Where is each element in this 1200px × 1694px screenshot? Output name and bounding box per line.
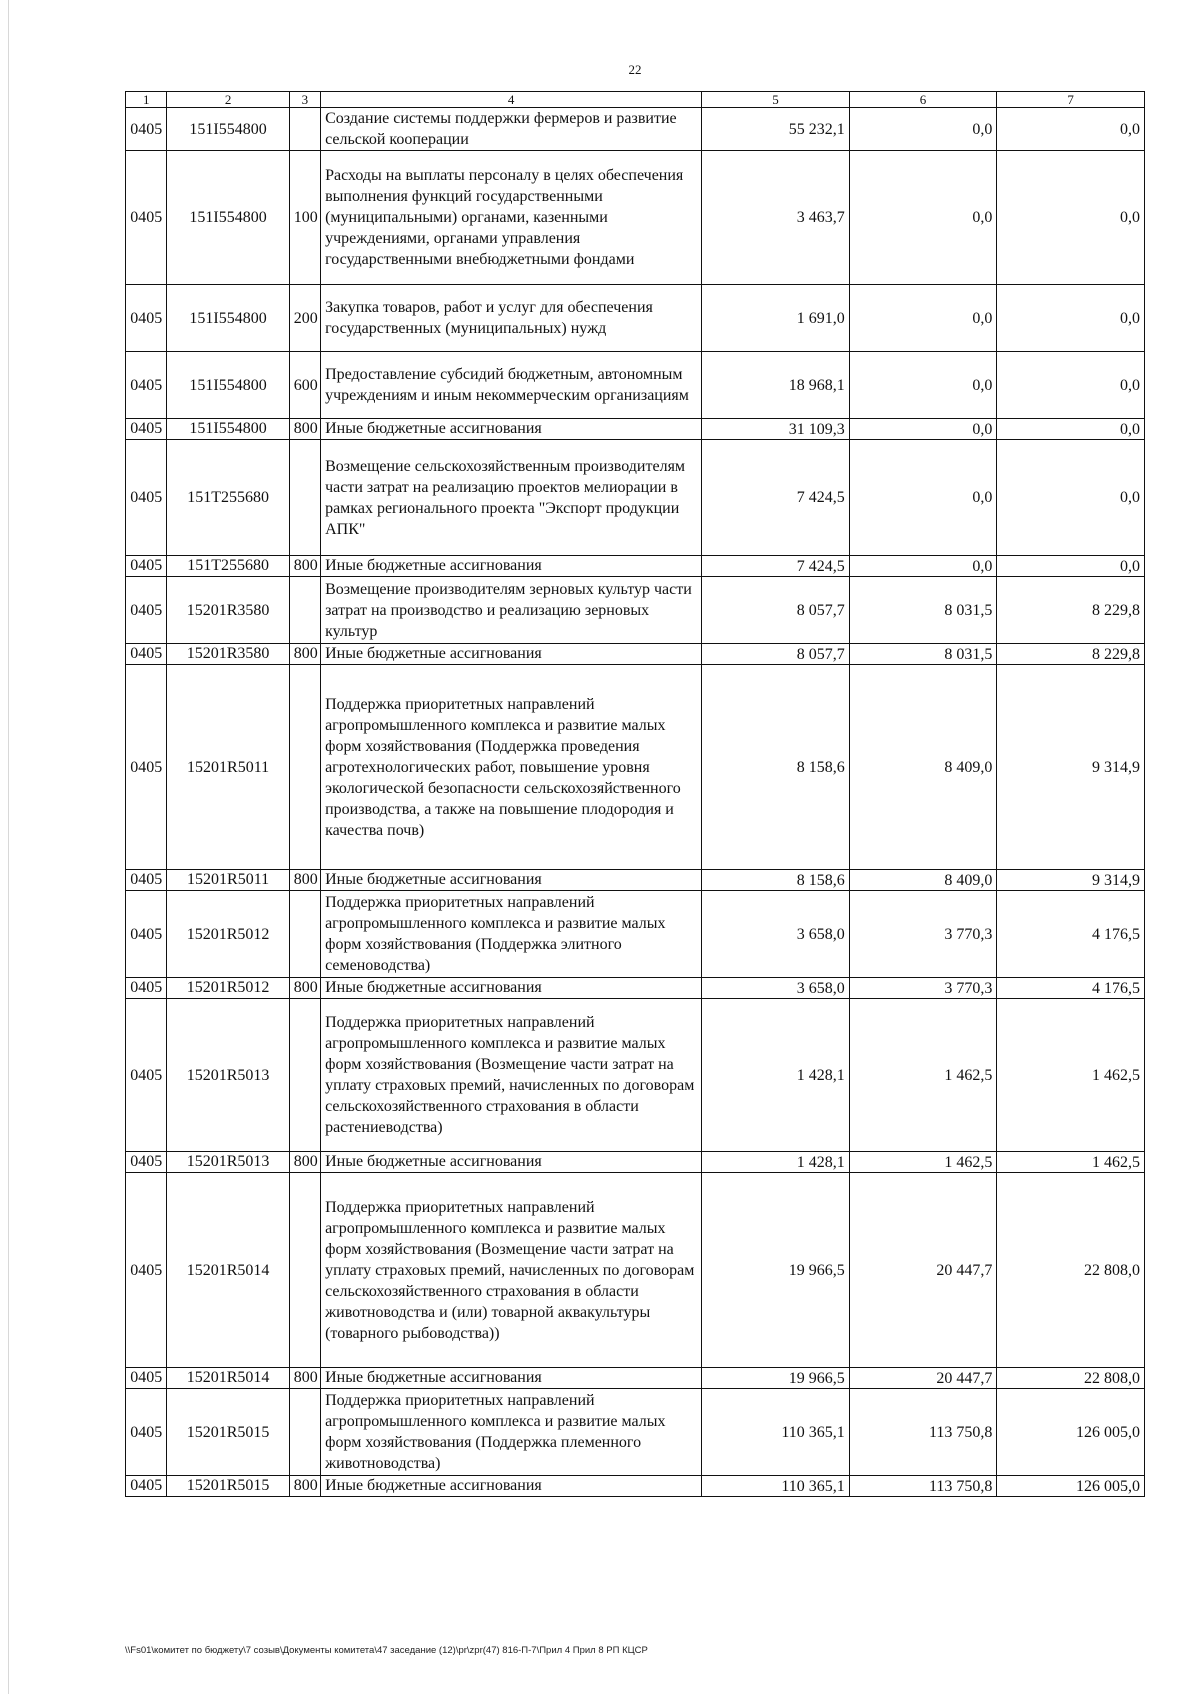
expense-name: Иные бюджетные ассигнования	[321, 870, 702, 891]
target-article-code: 15201R5011	[167, 870, 289, 891]
amount-col-7: 22 808,0	[997, 1368, 1145, 1389]
amount-col-7: 0,0	[997, 352, 1145, 419]
expense-type-code: 800	[289, 1152, 320, 1173]
expense-type-code: 100	[289, 151, 320, 285]
amount-col-6: 1 462,5	[849, 1152, 997, 1173]
section-code: 0405	[126, 891, 167, 978]
expense-type-code: 200	[289, 285, 320, 352]
amount-col-5: 110 365,1	[702, 1476, 850, 1497]
table-row	[126, 978, 1145, 999]
amount-col-6: 0,0	[849, 151, 997, 285]
section-code: 0405	[126, 665, 167, 870]
column-header: 7	[997, 92, 1145, 108]
column-header: 1	[126, 92, 167, 108]
amount-col-7: 1 462,5	[997, 1152, 1145, 1173]
amount-col-6: 8 409,0	[849, 870, 997, 891]
amount-col-7: 1 462,5	[997, 999, 1145, 1152]
table-row	[126, 556, 1145, 577]
amount-col-6: 0,0	[849, 440, 997, 556]
column-header: 2	[167, 92, 289, 108]
amount-col-6: 8 031,5	[849, 644, 997, 665]
amount-col-7: 0,0	[997, 285, 1145, 352]
expense-type-code: 800	[289, 556, 320, 577]
expense-name: Поддержка приоритетных направлений агропромышленного комплекса и развитие малых форм хозяйствования (Поддержка элитного семеноводства)	[321, 891, 702, 978]
section-code: 0405	[126, 440, 167, 556]
amount-col-5: 19 966,5	[702, 1368, 850, 1389]
amount-col-7: 9 314,9	[997, 665, 1145, 870]
amount-col-5: 1 691,0	[702, 285, 850, 352]
table-row	[126, 285, 1145, 352]
amount-col-5: 7 424,5	[702, 556, 850, 577]
amount-col-5: 18 968,1	[702, 352, 850, 419]
expense-name: Поддержка приоритетных направлений агропромышленного комплекса и развитие малых форм хозяйствования (Поддержка проведения агротехнологических работ, повышение уровня экологической безопасности сельскохозяйственного производства, а также на повышение плодородия и качества почв)	[321, 665, 702, 870]
amount-col-6: 20 447,7	[849, 1368, 997, 1389]
amount-col-6: 8 031,5	[849, 577, 997, 644]
column-number-row	[126, 92, 1145, 108]
target-article-code: 151I554800	[167, 108, 289, 151]
expense-type-code	[289, 1173, 320, 1368]
section-code: 0405	[126, 870, 167, 891]
amount-col-6: 113 750,8	[849, 1389, 997, 1476]
expense-name: Закупка товаров, работ и услуг для обеспечения государственных (муниципальных) нужд	[321, 285, 702, 352]
table-row	[126, 665, 1145, 870]
amount-col-5: 110 365,1	[702, 1389, 850, 1476]
target-article-code: 151T255680	[167, 440, 289, 556]
amount-col-5: 19 966,5	[702, 1173, 850, 1368]
amount-col-6: 0,0	[849, 556, 997, 577]
amount-col-7: 126 005,0	[997, 1476, 1145, 1497]
expense-name: Поддержка приоритетных направлений агропромышленного комплекса и развитие малых форм хозяйствования (Поддержка племенного животноводства)	[321, 1389, 702, 1476]
amount-col-5: 3 658,0	[702, 978, 850, 999]
section-code: 0405	[126, 285, 167, 352]
expense-type-code: 800	[289, 419, 320, 440]
expense-type-code: 800	[289, 870, 320, 891]
amount-col-7: 8 229,8	[997, 644, 1145, 665]
expense-type-code	[289, 440, 320, 556]
amount-col-6: 8 409,0	[849, 665, 997, 870]
budget-table	[125, 91, 1145, 1497]
expense-name: Иные бюджетные ассигнования	[321, 644, 702, 665]
section-code: 0405	[126, 1152, 167, 1173]
amount-col-7: 0,0	[997, 151, 1145, 285]
expense-type-code	[289, 1389, 320, 1476]
column-header: 3	[289, 92, 320, 108]
amount-col-7: 4 176,5	[997, 891, 1145, 978]
column-header: 5	[702, 92, 850, 108]
target-article-code: 15201R3580	[167, 577, 289, 644]
amount-col-5: 8 158,6	[702, 665, 850, 870]
amount-col-5: 1 428,1	[702, 999, 850, 1152]
expense-name: Иные бюджетные ассигнования	[321, 419, 702, 440]
table-row	[126, 1368, 1145, 1389]
expense-name: Поддержка приоритетных направлений агропромышленного комплекса и развитие малых форм хозяйствования (Возмещение части затрат на уплату страховых премий, начисленных по договорам сельскохозяйственного страхования в области растениеводства)	[321, 999, 702, 1152]
section-code: 0405	[126, 978, 167, 999]
section-code: 0405	[126, 999, 167, 1152]
amount-col-7: 0,0	[997, 440, 1145, 556]
amount-col-5: 31 109,3	[702, 419, 850, 440]
expense-name: Иные бюджетные ассигнования	[321, 1152, 702, 1173]
table-row	[126, 577, 1145, 644]
section-code: 0405	[126, 556, 167, 577]
section-code: 0405	[126, 1173, 167, 1368]
section-code: 0405	[126, 419, 167, 440]
expense-type-code	[289, 891, 320, 978]
expense-name: Поддержка приоритетных направлений агропромышленного комплекса и развитие малых форм хозяйствования (Возмещение части затрат на уплату страховых премий, начисленных по договорам сельскохозяйственного страхования в области животноводства и (или) товарной аквакультуры (товарного рыбоводства))	[321, 1173, 702, 1368]
table-row	[126, 1476, 1145, 1497]
section-code: 0405	[126, 151, 167, 285]
table-row	[126, 440, 1145, 556]
amount-col-6: 0,0	[849, 352, 997, 419]
amount-col-5: 8 158,6	[702, 870, 850, 891]
target-article-code: 151I554800	[167, 151, 289, 285]
amount-col-5: 1 428,1	[702, 1152, 850, 1173]
column-header: 4	[321, 92, 702, 108]
target-article-code: 15201R5013	[167, 1152, 289, 1173]
table-row	[126, 1389, 1145, 1476]
amount-col-6: 20 447,7	[849, 1173, 997, 1368]
expense-type-code: 800	[289, 1368, 320, 1389]
amount-col-5: 3 658,0	[702, 891, 850, 978]
footer-file-path: \\Fs01\комитет по бюджету\7 созыв\Документы комитета\47 заседание (12)\pr\zpr(47) 816-П-7\Прил 4 Прил 8 РП КЦСР	[125, 1645, 648, 1656]
target-article-code: 151I554800	[167, 419, 289, 440]
amount-col-6: 0,0	[849, 419, 997, 440]
expense-name: Возмещение сельскохозяйственным производителям части затрат на реализацию проектов мелиорации в рамках регионального проекта "Экспорт продукции АПК"	[321, 440, 702, 556]
expense-name: Возмещение производителям зерновых культур части затрат на производство и реализацию зерновых культур	[321, 577, 702, 644]
amount-col-7: 8 229,8	[997, 577, 1145, 644]
section-code: 0405	[126, 1476, 167, 1497]
expense-name: Расходы на выплаты персоналу в целях обеспечения выполнения функций государственными (муниципальными) органами, казенными учреждениями, органами управления государственными внебюджетными фондами	[321, 151, 702, 285]
expense-name: Иные бюджетные ассигнования	[321, 978, 702, 999]
amount-col-7: 4 176,5	[997, 978, 1145, 999]
table-row	[126, 891, 1145, 978]
target-article-code: 15201R5014	[167, 1368, 289, 1389]
column-header: 6	[849, 92, 997, 108]
target-article-code: 151I554800	[167, 352, 289, 419]
expense-name: Иные бюджетные ассигнования	[321, 556, 702, 577]
expense-name: Создание системы поддержки фермеров и развитие сельской кооперации	[321, 108, 702, 151]
table-row	[126, 151, 1145, 285]
amount-col-7: 126 005,0	[997, 1389, 1145, 1476]
table-row	[126, 108, 1145, 151]
amount-col-6: 3 770,3	[849, 891, 997, 978]
section-code: 0405	[126, 108, 167, 151]
table-row	[126, 870, 1145, 891]
table-row	[126, 352, 1145, 419]
expense-type-code	[289, 665, 320, 870]
expense-type-code: 800	[289, 978, 320, 999]
target-article-code: 15201R5015	[167, 1389, 289, 1476]
target-article-code: 15201R5012	[167, 978, 289, 999]
section-code: 0405	[126, 577, 167, 644]
section-code: 0405	[126, 1368, 167, 1389]
amount-col-7: 0,0	[997, 419, 1145, 440]
target-article-code: 15201R5015	[167, 1476, 289, 1497]
expense-type-code: 800	[289, 644, 320, 665]
amount-col-7: 9 314,9	[997, 870, 1145, 891]
target-article-code: 151T255680	[167, 556, 289, 577]
expense-type-code	[289, 108, 320, 151]
expense-type-code: 600	[289, 352, 320, 419]
target-article-code: 151I554800	[167, 285, 289, 352]
amount-col-7: 22 808,0	[997, 1173, 1145, 1368]
amount-col-7: 0,0	[997, 108, 1145, 151]
expense-name: Иные бюджетные ассигнования	[321, 1368, 702, 1389]
section-code: 0405	[126, 352, 167, 419]
table-row	[126, 1152, 1145, 1173]
amount-col-6: 3 770,3	[849, 978, 997, 999]
target-article-code: 15201R5013	[167, 999, 289, 1152]
amount-col-5: 55 232,1	[702, 108, 850, 151]
amount-col-5: 3 463,7	[702, 151, 850, 285]
target-article-code: 15201R5011	[167, 665, 289, 870]
page-number: 22	[628, 62, 642, 77]
amount-col-6: 0,0	[849, 285, 997, 352]
expense-type-code	[289, 999, 320, 1152]
amount-col-5: 7 424,5	[702, 440, 850, 556]
section-code: 0405	[126, 1389, 167, 1476]
amount-col-5: 8 057,7	[702, 577, 850, 644]
table-row	[126, 999, 1145, 1152]
target-article-code: 15201R5012	[167, 891, 289, 978]
expense-name: Иные бюджетные ассигнования	[321, 1476, 702, 1497]
target-article-code: 15201R5014	[167, 1173, 289, 1368]
table-row	[126, 644, 1145, 665]
expense-type-code	[289, 577, 320, 644]
amount-col-5: 8 057,7	[702, 644, 850, 665]
amount-col-6: 0,0	[849, 108, 997, 151]
amount-col-6: 113 750,8	[849, 1476, 997, 1497]
table-row	[126, 1173, 1145, 1368]
amount-col-7: 0,0	[997, 556, 1145, 577]
amount-col-6: 1 462,5	[849, 999, 997, 1152]
target-article-code: 15201R3580	[167, 644, 289, 665]
expense-type-code: 800	[289, 1476, 320, 1497]
section-code: 0405	[126, 644, 167, 665]
table-row	[126, 419, 1145, 440]
expense-name: Предоставление субсидий бюджетным, автономным учреждениям и иным некоммерческим организациям	[321, 352, 702, 419]
